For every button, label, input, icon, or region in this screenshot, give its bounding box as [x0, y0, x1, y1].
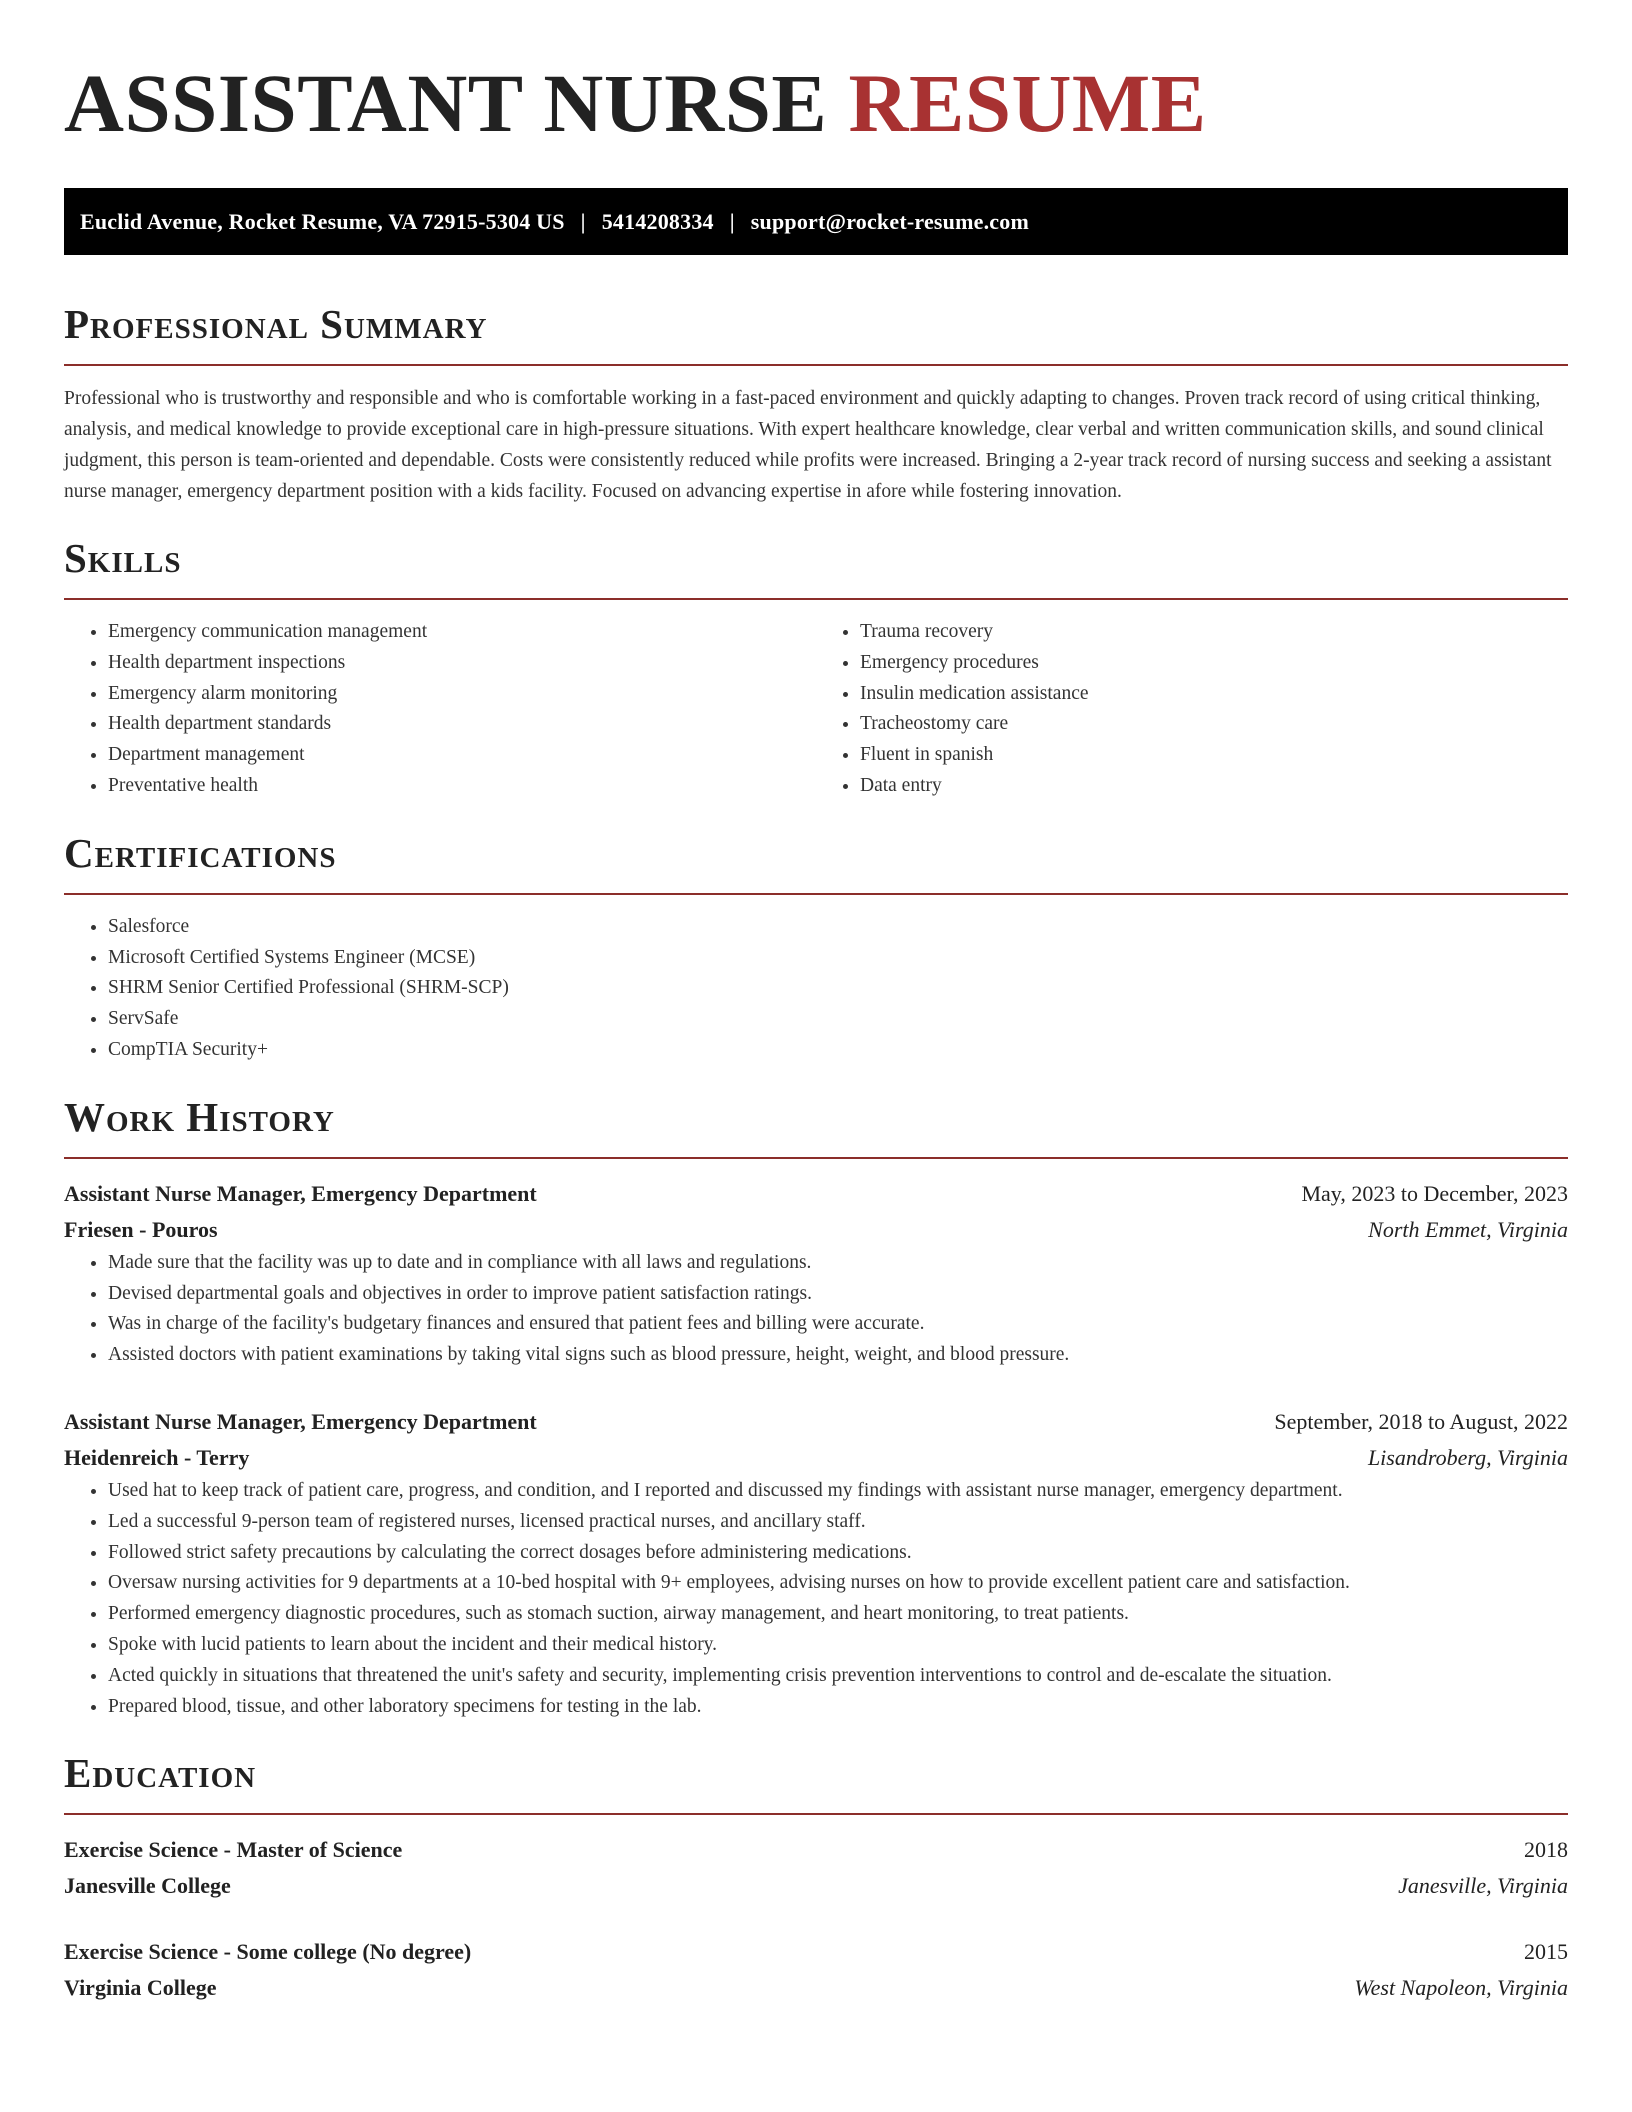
education-school: Janesville College	[64, 1873, 231, 1899]
skills-grid	[64, 617, 1568, 802]
education-year: 2018	[1524, 1837, 1568, 1863]
title-accent: RESUME	[848, 57, 1207, 149]
certification-item: • Microsoft Certified Systems Engineer (MCSE)	[108, 943, 1568, 974]
summary-text: Professional who is trustworthy and responsible and who is comfortable working in a fast-paced environment and quickly adapting to changes. Proven track record of using critical thinking, analysis, and medical knowledge to provide exceptional care in high-pressure situations. With expert healthcare knowledge, clear verbal and written communication skills, and sound clinical judgment, this person is team-oriented and dependable. Costs were consistently reduced while profits were increased. Bringing a 2-year track record of nursing success and seeking a assistant nurse manager, emergency department position with a kids facility. Focused on advancing expertise in afore while fostering innovation.	[64, 388, 1552, 502]
job-duty: • Made sure that the facility was up to date and in compliance with all laws and regulations.	[108, 1248, 1568, 1279]
job-location: North Emmet, Virginia	[1368, 1216, 1568, 1242]
job-duty: • Oversaw nursing activities for 9 departments at a 10-bed hospital with 9+ employees, advising nurses on how to provide excellent patient care and satisfaction.	[108, 1568, 1568, 1599]
skill-item: • Health department inspections	[108, 648, 816, 679]
certification-item: • Salesforce	[108, 912, 1568, 943]
section-divider	[64, 1157, 1568, 1159]
education-school-row	[64, 1868, 1568, 1904]
section-title: Work History	[64, 1093, 335, 1140]
contact-email[interactable]: support@rocket-resume.com	[750, 208, 1029, 234]
education-year: 2015	[1524, 1939, 1568, 1965]
education-entry	[64, 1832, 1568, 1904]
certification-item: • ServSafe	[108, 1004, 1568, 1035]
contact-phone[interactable]: 5414208334	[601, 208, 714, 234]
education-entry	[64, 1934, 1568, 2006]
job-duty: • Devised departmental goals and objectives in order to improve patient satisfaction ratings.	[108, 1279, 1568, 1310]
skills-section	[64, 534, 1568, 802]
job-title: Assistant Nurse Manager, Emergency Department	[64, 1180, 537, 1206]
section-divider	[64, 893, 1568, 895]
skill-item: • Fluent in spanish	[860, 740, 1568, 771]
education-school: Virginia College	[64, 1975, 217, 2001]
contact-separator: |	[729, 208, 735, 234]
skill-item: • Health department standards	[108, 709, 816, 740]
job-duty: • Used hat to keep track of patient care, progress, and condition, and I reported and discussed my findings with assistant nurse manager, emergency department.	[108, 1476, 1568, 1507]
contact-separator: |	[580, 208, 586, 234]
job-duties-list	[64, 1476, 1568, 1722]
job-duty: • Spoke with lucid patients to learn about the incident and their medical history.	[108, 1630, 1568, 1661]
education-location: West Napoleon, Virginia	[1354, 1975, 1568, 2001]
skill-item: • Emergency communication management	[108, 617, 816, 648]
work-history-section	[64, 1093, 1568, 1723]
job-company: Friesen - Pouros	[64, 1216, 218, 1242]
job-duty: • Acted quickly in situations that threatened the unit's safety and security, implementing crisis prevention interventions to control and de-escalate the situation.	[108, 1661, 1568, 1692]
education-school-row	[64, 1970, 1568, 2006]
education-degree: Exercise Science - Some college (No degree)	[64, 1939, 472, 1965]
skill-item: • Preventative health	[108, 771, 816, 802]
education-location: Janesville, Virginia	[1398, 1873, 1568, 1899]
section-title: Professional Summary	[64, 301, 488, 347]
education-header-row	[64, 1934, 1568, 1970]
skill-item: • Tracheostomy care	[860, 709, 1568, 740]
job-duty: • Performed emergency diagnostic procedures, such as stomach suction, airway management, and heart monitoring, to treat patients.	[108, 1599, 1568, 1630]
summary-section	[64, 300, 1568, 507]
job-location: Lisandroberg, Virginia	[1367, 1444, 1568, 1470]
job-entry	[64, 1404, 1568, 1722]
job-duty: • Was in charge of the facility's budgetary finances and ensured that patient fees and billing were accurate.	[108, 1309, 1568, 1340]
job-entry	[64, 1176, 1568, 1371]
education-header-row	[64, 1832, 1568, 1868]
skills-list-right	[816, 617, 1568, 802]
job-duty: • Led a successful 9-person team of registered nurses, licensed practical nurses, and ancillary staff.	[108, 1507, 1568, 1538]
job-duty: • Assisted doctors with patient examinations by taking vital signs such as blood pressure, height, weight, and blood pressure.	[108, 1340, 1568, 1371]
skill-item: • Department management	[108, 740, 816, 771]
section-divider	[64, 598, 1568, 600]
job-header-row	[64, 1176, 1568, 1212]
job-duty: • Prepared blood, tissue, and other laboratory specimens for testing in the lab.	[108, 1692, 1568, 1723]
skill-item: • Trauma recovery	[860, 617, 1568, 648]
certification-item: • CompTIA Security+	[108, 1035, 1568, 1066]
job-company-row	[64, 1440, 1568, 1476]
skills-list-left	[64, 617, 816, 802]
title-main: ASSISTANT NURSE	[64, 57, 828, 149]
certifications-section	[64, 829, 1568, 1066]
section-title: Skills	[64, 535, 182, 581]
section-title: Certifications	[64, 829, 337, 876]
job-duties-list	[64, 1248, 1568, 1371]
section-divider	[64, 1813, 1568, 1815]
contact-address: Euclid Avenue, Rocket Resume, VA 72915-5304 US	[80, 208, 565, 234]
section-divider	[64, 364, 1568, 366]
education-section	[64, 1749, 1568, 2006]
certification-item: • SHRM Senior Certified Professional (SHRM-SCP)	[108, 973, 1568, 1004]
skill-item: • Data entry	[860, 771, 1568, 802]
job-dates: May, 2023 to December, 2023	[1301, 1180, 1568, 1206]
job-company-row	[64, 1212, 1568, 1248]
contact-bar	[64, 188, 1568, 255]
job-dates: September, 2018 to August, 2022	[1274, 1408, 1568, 1434]
certifications-list	[64, 912, 1568, 1066]
skill-item: • Emergency procedures	[860, 648, 1568, 679]
section-title: Education	[64, 1750, 257, 1797]
job-duty: • Followed strict safety precautions by calculating the correct dosages before administering medications.	[108, 1538, 1568, 1569]
skill-item: • Emergency alarm monitoring	[108, 679, 816, 710]
resume-title	[64, 0, 1568, 148]
job-company: Heidenreich - Terry	[64, 1444, 250, 1470]
job-title: Assistant Nurse Manager, Emergency Department	[64, 1408, 537, 1434]
education-degree: Exercise Science - Master of Science	[64, 1837, 403, 1863]
job-header-row	[64, 1404, 1568, 1440]
skill-item: • Insulin medication assistance	[860, 679, 1568, 710]
